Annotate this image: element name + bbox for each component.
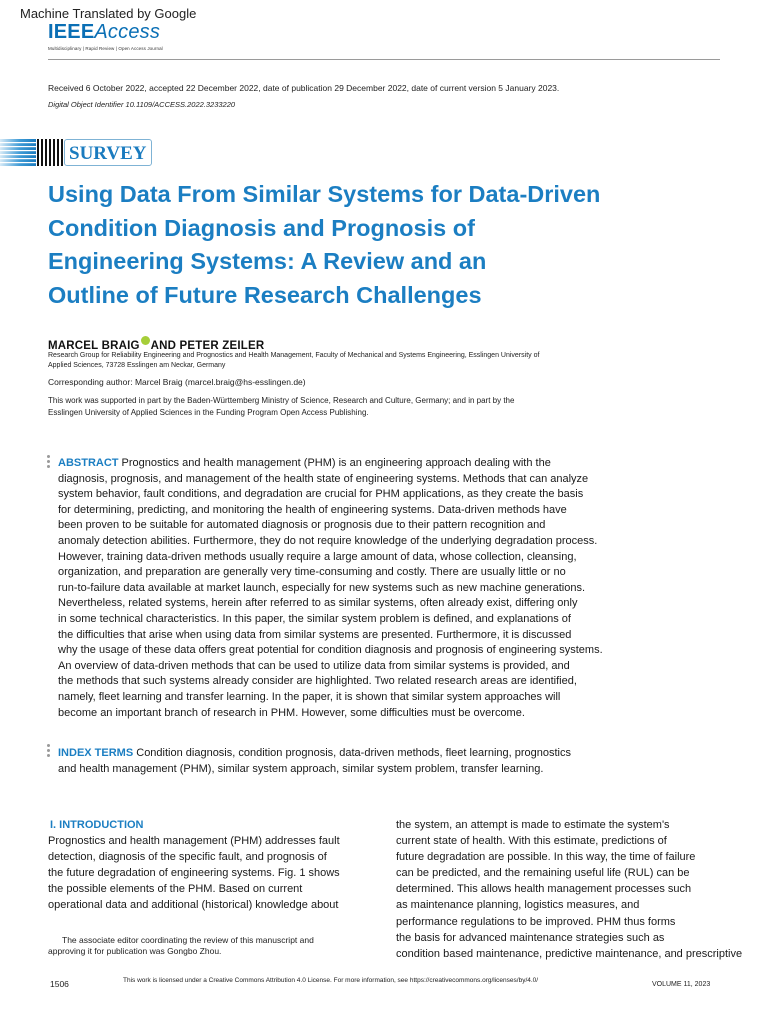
- striped-bars-icon: [0, 138, 64, 168]
- intro-line: operational data and additional (historical) knowledge about: [48, 899, 339, 912]
- intro-line: performance regulations to be improved. PHM thus forms: [396, 915, 676, 928]
- intro-line: as maintenance planning, logistics measures, and: [396, 899, 640, 912]
- corresponding-author: Corresponding author: Marcel Braig (marcel.braig@hs-esslingen.de): [48, 377, 306, 387]
- intro-line: the possible elements of the PHM. Based on current: [48, 883, 303, 896]
- editor-footnote: [48, 935, 378, 957]
- author-rest: AND PETER ZEILER: [150, 340, 265, 352]
- affiliation-line: Research Group for Reliability Engineering and Prognostics and Health Management, Faculty of Mechanical and Systems Engineering, Esslingen University of: [48, 352, 540, 359]
- orcid-icon[interactable]: [141, 336, 150, 345]
- intro-line: current state of health. With this estimate, predictions of: [396, 835, 667, 848]
- intro-line: future degradation are possible. In this way, the time of failure: [396, 851, 696, 864]
- intro-line: the basis for advanced maintenance strategies such as: [396, 931, 665, 944]
- volume-info: VOLUME 11, 2023: [652, 981, 711, 988]
- footnote-line: approving it for publication was Gongbo Zhou.: [48, 946, 222, 956]
- abstract: [58, 456, 658, 721]
- abstract-line: anomaly detection abilities. Furthermore, they do not require knowledge of the underlying degradation process.: [58, 534, 598, 547]
- abstract-line: for determining, predicting, and monitoring the health of engineering systems. Data-driven methods have: [58, 503, 567, 516]
- funding-line: This work was supported in part by the Baden-Württemberg Ministry of Science, Research and Culture, Germany; and in part by the: [48, 396, 515, 405]
- abstract-line: run-to-failure data available at market launch, especially for new systems such as new machine generations.: [58, 581, 586, 594]
- affiliation: [48, 351, 628, 371]
- doi: Digital Object Identifier 10.1109/ACCESS.2022.3233220: [48, 100, 236, 109]
- intro-line: detection, diagnosis of the specific fault, and prognosis of: [48, 851, 327, 864]
- title-line: Using Data From Similar Systems for Data-Driven: [48, 181, 601, 207]
- intro-line: the system, an attempt is made to estimate the system's: [396, 819, 670, 831]
- affiliation-line: Applied Sciences, 73728 Esslingen am Neckar, Germany: [48, 362, 226, 369]
- funding-note: [48, 395, 648, 419]
- title-line: Engineering Systems: A Review and an: [48, 248, 487, 274]
- abstract-line: namely, fleet learning and transfer learning. In the paper, it is shown that similar system approaches will: [58, 690, 561, 703]
- paper-title: [48, 178, 688, 312]
- header-rule: [48, 59, 720, 60]
- abstract-line: system behavior, fault conditions, and degradation are crucial for PHM applications, as they create the basis: [58, 488, 584, 501]
- abstract-first-line: Prognostics and health management (PHM) is an engineering approach dealing with the: [118, 457, 551, 469]
- abstract-line: the difficulties that arise when using data from similar systems are presented. Furthermore, it is discussed: [58, 628, 572, 641]
- index-terms-first-line: Condition diagnosis, condition prognosis, data-driven methods, fleet learning, prognostics: [133, 747, 572, 759]
- abstract-line: organization, and preparation are generally very time-consuming and costly. There are usually little or no: [58, 566, 566, 579]
- index-terms-label: INDEX TERMS: [58, 747, 134, 759]
- journal-brand: IEEE: [48, 21, 95, 43]
- received-dates: Received 6 October 2022, accepted 22 December 2022, date of publication 29 December 2022, date of current version 5 January 2023.: [48, 83, 560, 93]
- machine-translated-banner: Machine Translated by Google: [20, 6, 197, 21]
- abstract-line: Nevertheless, related systems, herein after referred to as similar systems, often already exist, differing only: [58, 597, 578, 610]
- article-type-label: SURVEY: [64, 139, 152, 166]
- title-line: Condition Diagnosis and Prognosis of: [48, 214, 475, 241]
- abstract-line: [58, 456, 658, 472]
- license-notice: This work is licensed under a Creative Commons Attribution 4.0 License. For more information, see https://creativecommons.org/licenses/by/4.0/: [123, 977, 539, 984]
- abstract-dots-icon: [47, 455, 51, 470]
- abstract-line: become an important branch of research in PHM. However, some difficulties must be overcome.: [58, 706, 525, 719]
- page-number: 1506: [50, 979, 69, 989]
- intro-line: determined. This allows health management processes such: [396, 883, 692, 896]
- authors: [48, 336, 264, 352]
- funding-line: Esslingen University of Applied Sciences in the Funding Program Open Access Publishing.: [48, 408, 369, 417]
- journal-name: Access: [94, 21, 161, 43]
- intro-left-column: [48, 833, 378, 913]
- intro-line: the future degradation of engineering systems. Fig. 1 shows: [48, 867, 340, 880]
- abstract-line: the methods that such systems already consider are highlighted. Two related research areas are identified,: [58, 675, 577, 688]
- journal-tagline: Multidisciplinary | Rapid Review | Open Access Journal: [48, 46, 163, 51]
- footnote-line: The associate editor coordinating the review of this manuscript and: [62, 935, 314, 945]
- intro-line: Prognostics and health management (PHM) addresses fault: [48, 835, 340, 847]
- abstract-label: ABSTRACT: [58, 457, 119, 469]
- intro-right-column: [396, 817, 768, 962]
- index-terms-line: [58, 745, 658, 761]
- index-terms-dots-icon: [47, 744, 51, 759]
- section-heading: I. INTRODUCTION: [50, 819, 144, 831]
- intro-line: can be predicted, and the remaining useful life (RUL) can be: [396, 867, 690, 880]
- index-terms-line: and health management (PHM), similar system approach, similar system problem, transfer learning.: [58, 763, 544, 775]
- index-terms: [58, 745, 658, 777]
- title-line: Outline of Future Research Challenges: [48, 281, 482, 308]
- author-first: MARCEL BRAIG: [48, 340, 140, 352]
- intro-line: condition based maintenance, predictive maintenance, and prescriptive: [396, 947, 743, 960]
- abstract-line: An overview of data-driven methods that can be used to utilize data from similar systems is provided, and: [58, 659, 570, 672]
- journal-logo: [48, 21, 160, 44]
- abstract-line: diagnosis, prognosis, and management of the health state of engineering systems. Methods that can analyze: [58, 472, 589, 485]
- abstract-line: However, training data-driven methods usually require a large amount of data, whose collection, cleansing,: [58, 550, 577, 563]
- article-type-badge: [0, 138, 155, 168]
- abstract-line: been proven to be suitable for automated diagnosis or prognosis due to their pattern recognition and: [58, 519, 546, 532]
- abstract-line: in some technical characteristics. In this paper, the similar system problem is defined, and explanations of: [58, 612, 571, 625]
- abstract-line: why the usage of these data offers great potential for condition diagnosis and prognosis of engineering systems.: [58, 644, 603, 657]
